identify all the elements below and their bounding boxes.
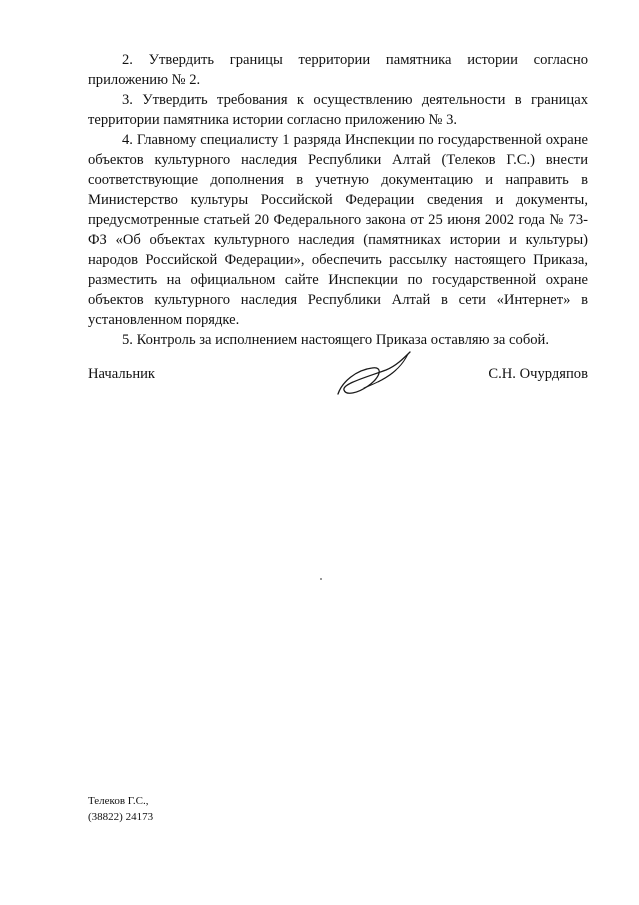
- paragraph-4: 4. Главному специалисту 1 разряда Инспекции по государственной охране объектов культурного наследия Республики Алтай (Телеков Г.С.) внести соответствующие дополнения в учетную документацию и направить в Министерство культуры Российской Федерации сведения и документы, предусмотренные статьей 20 Федерального закона от 25 июня 2002 года № 73-ФЗ «Об объектах культурного наследия (памятниках истории и культуры) народов Российской Федерации», обеспечить рассылку настоящего Приказа, разместить на официальном сайте Инспекции по государственной охране объектов культурного наследия Республики Алтай в сети «Интернет» в установленном порядке.: [88, 132, 588, 328]
- signature-block: [88, 364, 588, 404]
- paragraph-2: 2. Утвердить границы территории памятника истории согласно приложению № 2.: [88, 52, 588, 88]
- executor-name: Телеков Г.С.,: [88, 795, 149, 807]
- paragraph-5: 5. Контроль за исполнением настоящего Приказа оставляю за собой.: [122, 332, 550, 348]
- order-body: [88, 50, 588, 350]
- paragraph-3: 3. Утвердить требования к осуществлению деятельности в границах территории памятника истории согласно приложению № 3.: [88, 92, 588, 128]
- position-title: Начальник: [88, 366, 156, 382]
- signer-name: С.Н. Очурдяпов: [488, 366, 588, 382]
- executor-contact: [88, 793, 153, 825]
- executor-phone: (38822) 24173: [88, 811, 154, 823]
- scan-speck: [320, 578, 322, 580]
- handwritten-signature: [334, 348, 414, 402]
